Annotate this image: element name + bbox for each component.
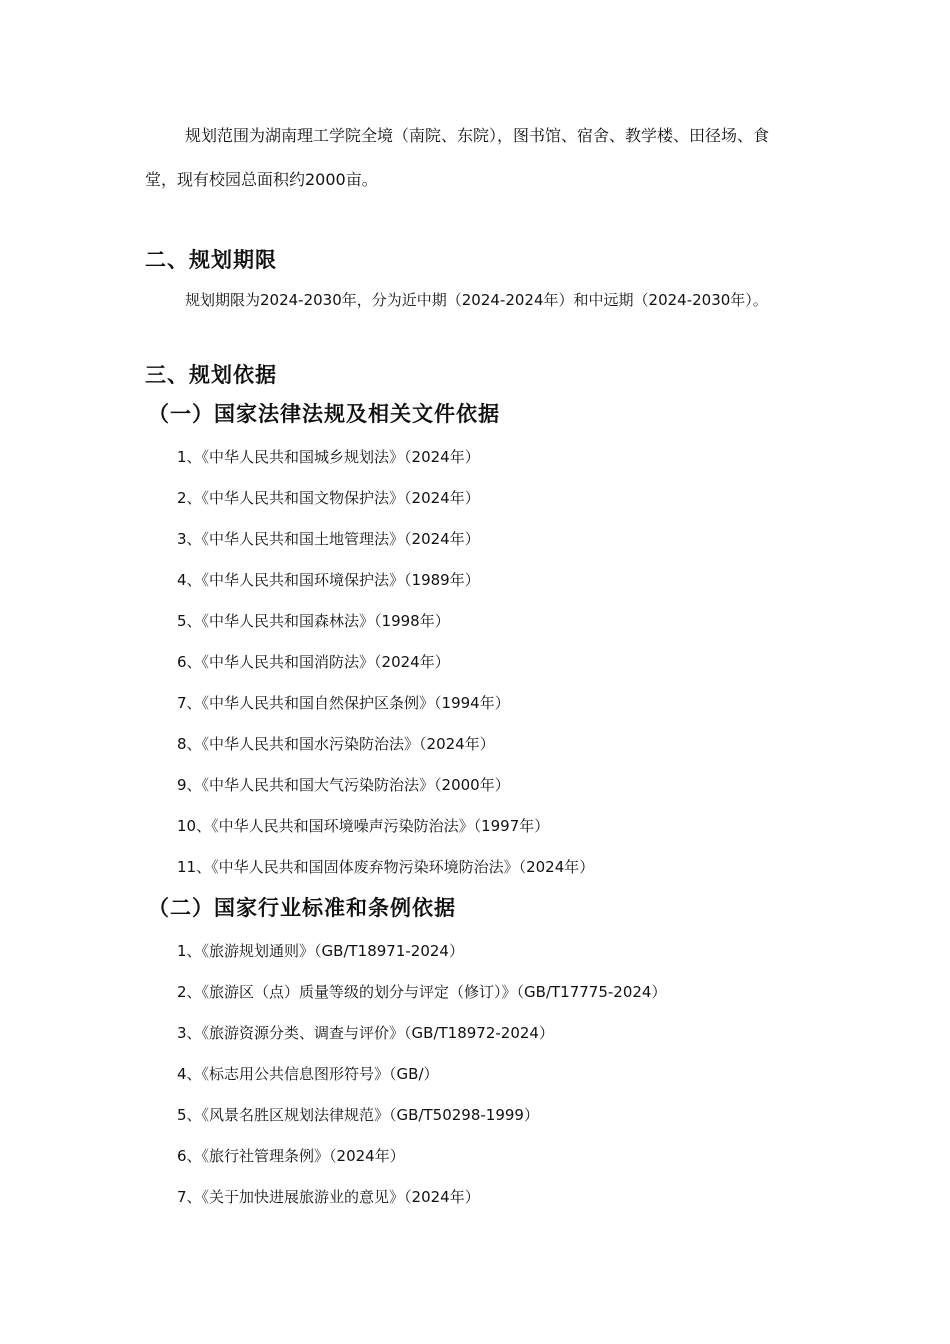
intro-line-1: 规划范围为湖南理工学院全境（南院、东院），图书馆、宿舍、教学楼、田径场、食 <box>185 126 770 145</box>
subsection-2-heading: （二）国家行业标准和条例依据 <box>148 896 456 920</box>
list-item: 2、《旅游区（点）质量等级的划分与评定（修订）》（GB/T17775-2024） <box>177 983 667 1001</box>
list-item: 4、《中华人民共和国环境保护法》（1989年） <box>177 571 480 589</box>
intro-paragraph <box>145 114 810 202</box>
list-item: 4、《标志用公共信息图形符号》（GB/） <box>177 1065 439 1083</box>
section-2-heading: 二、规划期限 <box>145 248 277 272</box>
list-item: 7、《中华人民共和国自然保护区条例》（1994年） <box>177 694 510 712</box>
intro-line-2: 堂，现有校园总面积约2000亩。 <box>145 170 378 189</box>
list-item: 6、《中华人民共和国消防法》（2024年） <box>177 653 450 671</box>
list-item: 10、《中华人民共和国环境噪声污染防治法》（1997年） <box>177 817 550 835</box>
list-item: 6、《旅行社管理条例》（2024年） <box>177 1147 405 1165</box>
list-item: 5、《中华人民共和国森林法》（1998年） <box>177 612 450 630</box>
legal-basis-list <box>177 446 594 897</box>
section-2-text: 规划期限为2024-2030年，分为近中期（2024-2024年）和中远期（2024-2030年）。 <box>185 291 768 309</box>
list-item: 2、《中华人民共和国文物保护法》（2024年） <box>177 489 480 507</box>
list-item: 9、《中华人民共和国大气污染防治法》（2000年） <box>177 776 510 794</box>
list-item: 5、《风景名胜区规划法律规范》（GB/T50298-1999） <box>177 1106 539 1124</box>
standards-list <box>177 940 666 1227</box>
list-item: 1、《旅游规划通则》（GB/T18971-2024） <box>177 942 464 960</box>
list-item: 3、《旅游资源分类、调查与评价》（GB/T18972-2024） <box>177 1024 554 1042</box>
subsection-1-heading: （一）国家法律法规及相关文件依据 <box>148 402 500 426</box>
list-item: 1、《中华人民共和国城乡规划法》（2024年） <box>177 448 480 466</box>
section-3-heading: 三、规划依据 <box>145 363 277 387</box>
list-item: 11、《中华人民共和国固体废弃物污染环境防治法》（2024年） <box>177 858 595 876</box>
list-item: 7、《关于加快进展旅游业的意见》（2024年） <box>177 1188 480 1206</box>
list-item: 8、《中华人民共和国水污染防治法》（2024年） <box>177 735 495 753</box>
list-item: 3、《中华人民共和国土地管理法》（2024年） <box>177 530 480 548</box>
